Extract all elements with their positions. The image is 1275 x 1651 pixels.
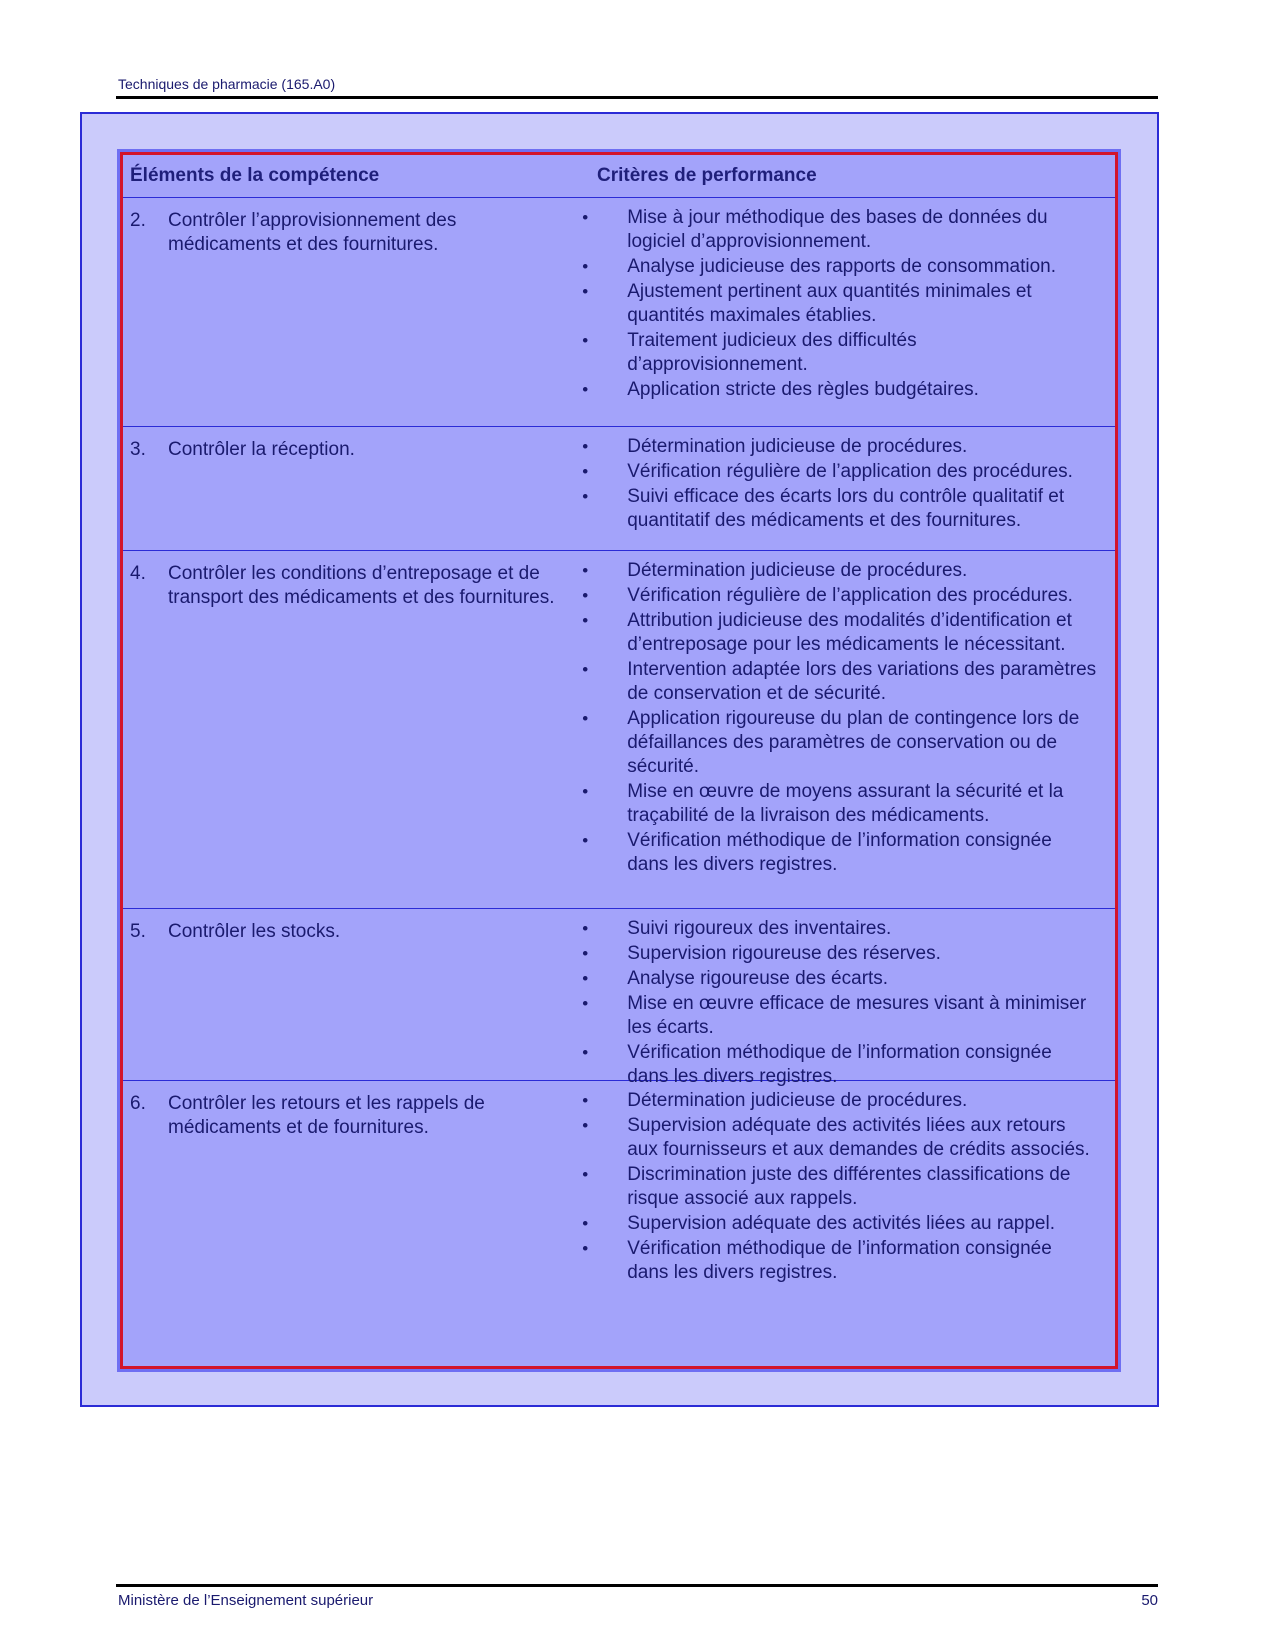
element-text: Contrôler les retours et les rappels de médicaments et de fournitures. [168, 1093, 485, 1138]
table-header-row [123, 155, 1115, 198]
running-header-title: Techniques de pharmacie (165.A0) [118, 76, 336, 92]
list-item [580, 992, 1103, 1040]
competence-table [120, 152, 1118, 1369]
bullet-icon: • [582, 487, 589, 506]
criterion-text: Détermination judicieuse de procédures. [627, 436, 968, 457]
bullet-icon: • [582, 709, 589, 728]
list-item [580, 460, 1103, 484]
bullet-icon: • [582, 208, 589, 227]
list-item [580, 658, 1103, 706]
list-item [580, 559, 1103, 583]
list-item [580, 1163, 1103, 1211]
performance-criteria-cell [580, 198, 1115, 426]
criteria-list [580, 206, 1103, 402]
criterion-text: Intervention adaptée lors des variations des paramètres de conservation et de sécurité. [627, 659, 1097, 704]
criterion-text: Vérification méthodique de l’information consignée dans les divers registres. [627, 830, 1052, 875]
list-item [580, 329, 1103, 377]
criterion-text: Vérification méthodique de l’information consignée dans les divers registres. [627, 1238, 1052, 1283]
criterion-text: Analyse rigoureuse des écarts. [627, 968, 889, 989]
criteria-list [580, 559, 1103, 877]
bullet-icon: • [582, 462, 589, 481]
criterion-text: Application stricte des règles budgétaires. [627, 379, 979, 400]
bullet-icon: • [582, 1091, 589, 1110]
competence-element-cell [123, 909, 580, 1080]
list-item [580, 1212, 1103, 1236]
criterion-text: Mise en œuvre efficace de mesures visant à minimiser les écarts. [627, 993, 1087, 1038]
performance-criteria-cell [580, 1081, 1115, 1331]
table-row [123, 198, 1115, 427]
element-text: Contrôler les conditions d’entreposage et de transport des médicaments et des fournitures. [168, 563, 555, 608]
element-text: Contrôler la réception. [168, 439, 355, 460]
list-item [580, 435, 1103, 459]
table-row [123, 1081, 1115, 1331]
element-number: 2. [130, 210, 146, 231]
competence-element-cell [123, 1081, 580, 1331]
bullet-icon: • [582, 561, 589, 580]
bullet-icon: • [582, 660, 589, 679]
bullet-icon: • [582, 586, 589, 605]
column-header-criteria: Critères de performance [597, 165, 817, 186]
competence-element-cell [123, 551, 580, 908]
performance-criteria-cell [580, 909, 1115, 1087]
table-body [123, 198, 1115, 1331]
bullet-icon: • [582, 994, 589, 1013]
list-item [580, 942, 1103, 966]
list-item [580, 609, 1103, 657]
bullet-icon: • [582, 1165, 589, 1184]
criterion-text: Application rigoureuse du plan de contingence lors de défaillances des paramètres de conservation ou de sécurité. [627, 708, 1080, 777]
bullet-icon: • [582, 969, 589, 988]
criterion-text: Analyse judicieuse des rapports de consommation. [627, 256, 1057, 277]
performance-criteria-cell [580, 427, 1115, 550]
criterion-text: Mise en œuvre de moyens assurant la sécurité et la traçabilité de la livraison des médicaments. [627, 781, 1064, 826]
bullet-icon: • [582, 944, 589, 963]
performance-criteria-cell [580, 551, 1115, 908]
list-item [580, 584, 1103, 608]
bullet-icon: • [582, 782, 589, 801]
element-number: 5. [130, 921, 146, 942]
criterion-text: Suivi efficace des écarts lors du contrôle qualitatif et quantitatif des médicaments et des fournitures. [627, 486, 1065, 531]
table-row [123, 909, 1115, 1087]
column-header-elements: Éléments de la compétence [130, 165, 380, 186]
list-item [580, 829, 1103, 877]
table-row [123, 427, 1115, 551]
header-rule [116, 96, 1158, 99]
bullet-icon: • [582, 331, 589, 350]
competence-element-cell [123, 427, 580, 550]
bullet-icon: • [582, 1214, 589, 1233]
element-number: 3. [130, 439, 146, 460]
element-number: 6. [130, 1093, 146, 1114]
criteria-list [580, 435, 1103, 533]
bullet-icon: • [582, 919, 589, 938]
criterion-text: Attribution judicieuse des modalités d’identification et d’entreposage pour les médicaments le nécessitant. [627, 610, 1072, 655]
list-item [580, 485, 1103, 533]
element-text: Contrôler les stocks. [168, 921, 341, 942]
criterion-text: Traitement judicieux des difficultés d’approvisionnement. [627, 330, 917, 375]
page-number: 50 [1141, 1592, 1158, 1609]
criterion-text: Mise à jour méthodique des bases de données du logiciel d’approvisionnement. [627, 207, 1048, 252]
list-item [580, 917, 1103, 941]
criteria-list [580, 1089, 1103, 1285]
bullet-icon: • [582, 282, 589, 301]
criteria-list [580, 917, 1103, 1089]
criterion-text: Discrimination juste des différentes classifications de risque associé aux rappels. [627, 1164, 1071, 1209]
criterion-text: Détermination judicieuse de procédures. [627, 560, 968, 581]
bullet-icon: • [582, 257, 589, 276]
list-item [580, 967, 1103, 991]
list-item [580, 1114, 1103, 1162]
page-footer [118, 1592, 1158, 1609]
table-row [123, 551, 1115, 909]
competence-element-cell [123, 198, 580, 426]
criterion-text: Vérification régulière de l’application des procédures. [627, 585, 1073, 606]
criterion-text: Supervision adéquate des activités liées aux retours aux fournisseurs et aux demandes de crédits associés. [627, 1115, 1090, 1160]
criterion-text: Ajustement pertinent aux quantités minimales et quantités maximales établies. [627, 281, 1032, 326]
bullet-icon: • [582, 1043, 589, 1062]
criterion-text: Supervision adéquate des activités liées au rappel. [627, 1213, 1055, 1234]
criterion-text: Détermination judicieuse de procédures. [627, 1090, 968, 1111]
list-item [580, 780, 1103, 828]
criterion-text: Suivi rigoureux des inventaires. [627, 918, 892, 939]
element-number: 4. [130, 563, 146, 584]
bullet-icon: • [582, 380, 589, 399]
footer-ministry: Ministère de l’Enseignement supérieur [118, 1592, 374, 1609]
list-item [580, 255, 1103, 279]
bullet-icon: • [582, 611, 589, 630]
footer-rule [116, 1584, 1158, 1587]
bullet-icon: • [582, 1239, 589, 1258]
criterion-text: Supervision rigoureuse des réserves. [627, 943, 941, 964]
list-item [580, 206, 1103, 254]
bullet-icon: • [582, 1116, 589, 1135]
bullet-icon: • [582, 831, 589, 850]
bullet-icon: • [582, 437, 589, 456]
list-item [580, 378, 1103, 402]
list-item [580, 1089, 1103, 1113]
list-item [580, 707, 1103, 779]
list-item [580, 280, 1103, 328]
criterion-text: Vérification méthodique de l’information consignée dans les divers registres. [627, 1042, 1052, 1087]
criterion-text: Vérification régulière de l’application des procédures. [627, 461, 1073, 482]
list-item [580, 1237, 1103, 1285]
element-text: Contrôler l’approvisionnement des médicaments et des fournitures. [168, 210, 457, 255]
